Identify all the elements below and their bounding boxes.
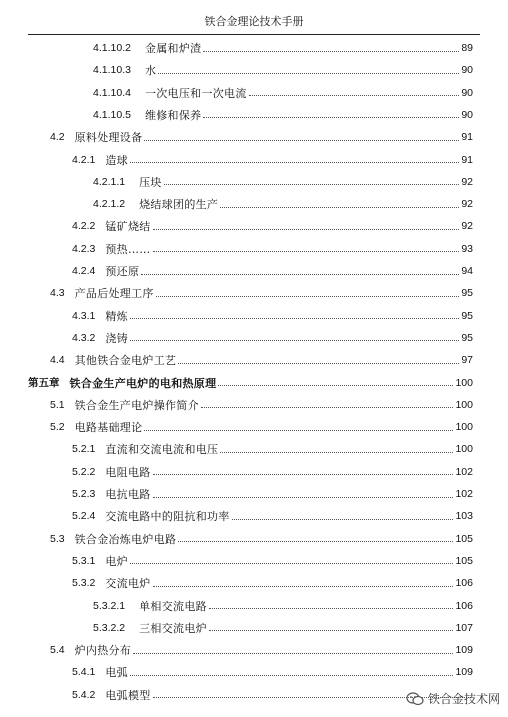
toc-entry-page: 100 <box>455 421 473 434</box>
toc-entry-number: 4.2.1.2 <box>93 198 126 211</box>
toc-entry-number: 4.2.4 <box>72 265 96 277</box>
toc-entry-title: 铁合金生产电炉操作简介 <box>74 398 199 412</box>
toc-entry-page: 100 <box>455 398 473 411</box>
toc-entry[interactable] <box>50 127 473 147</box>
toc-entry-title: 精炼 <box>105 309 128 323</box>
toc-entry-page: 100 <box>455 443 473 456</box>
toc-entry-number: 5.2.1 <box>72 443 96 456</box>
toc-entry-number: 4.2 <box>50 131 65 144</box>
toc-entry[interactable] <box>72 328 473 348</box>
dot-leader <box>178 363 459 364</box>
header-title: 铁合金理论技术手册 <box>204 15 304 28</box>
toc-entry-page: 95 <box>461 331 473 344</box>
toc-entry[interactable] <box>72 506 473 526</box>
toc-entry-page: 105 <box>455 554 473 567</box>
toc-entry[interactable] <box>28 373 473 393</box>
toc-entry-page: 106 <box>455 599 473 612</box>
toc-entry-title: 电弧 <box>105 666 128 680</box>
dot-leader <box>144 430 453 431</box>
toc-entry[interactable] <box>50 417 473 437</box>
toc-entry-number: 4.1.10.4 <box>93 86 131 99</box>
toc-entry-number: 4.1.10.2 <box>93 42 131 54</box>
toc-entry-number: 5.2.3 <box>72 488 96 500</box>
dot-leader <box>220 452 453 453</box>
toc-entry-title: 电抗电路 <box>105 488 151 501</box>
toc-entry-page: 95 <box>461 309 473 322</box>
dot-leader <box>232 519 454 520</box>
toc-entry-number: 5.3.2 <box>72 577 96 590</box>
wechat-icon <box>406 692 424 706</box>
toc-entry[interactable] <box>72 150 473 170</box>
toc-entry-number: 5.3.2.1 <box>93 599 126 612</box>
toc-entry-page: 106 <box>455 577 473 590</box>
toc-entry-page: 95 <box>461 287 473 300</box>
toc-entry-page: 92 <box>461 175 473 188</box>
toc-entry[interactable] <box>93 618 473 638</box>
toc-entry-number: 5.2 <box>50 421 65 434</box>
toc-entry-title: 烧结球团的生产 <box>139 198 219 212</box>
toc-entry-number: 4.2.1.1 <box>93 175 126 188</box>
toc-entry-title: 铁合金生产电炉的电和热原理 <box>69 376 217 390</box>
dot-leader <box>249 95 460 96</box>
toc-entry-title: 水 <box>144 64 157 78</box>
toc-entry-page: 90 <box>461 64 473 77</box>
page-header <box>28 12 480 35</box>
toc-entry-page: 102 <box>455 488 473 500</box>
toc-entry-page: 109 <box>455 644 473 657</box>
toc-entry-number: 5.4 <box>50 644 65 657</box>
toc-entry[interactable] <box>72 662 473 682</box>
dot-leader <box>218 385 453 386</box>
dot-leader <box>164 184 460 185</box>
toc-entry[interactable] <box>93 83 473 103</box>
toc-entry[interactable] <box>50 529 473 549</box>
dot-leader <box>130 162 459 163</box>
toc-entry-page: 92 <box>461 198 473 211</box>
toc-entry-title: 产品后处理工序 <box>74 287 154 301</box>
toc-entry-page: 94 <box>461 265 473 277</box>
toc-entry[interactable] <box>72 462 473 482</box>
dot-leader <box>158 73 459 74</box>
dot-leader <box>203 117 459 118</box>
toc-entry-number: 4.2.2 <box>72 220 96 233</box>
dot-leader <box>201 407 454 408</box>
toc-entry[interactable] <box>72 484 473 504</box>
toc-entry[interactable] <box>93 105 473 125</box>
toc-entry-number: 5.1 <box>50 398 65 411</box>
toc-entry-title: 炉内热分布 <box>74 644 132 658</box>
toc-entry-number: 4.4 <box>50 354 65 367</box>
toc-entry-title: 压块 <box>139 175 162 189</box>
dot-leader <box>130 563 454 564</box>
toc-entry-title: 电弧模型 <box>105 688 151 702</box>
toc-entry-page: 93 <box>461 242 473 255</box>
toc-entry-page: 92 <box>461 220 473 233</box>
toc-entry[interactable] <box>93 60 473 80</box>
toc-entry[interactable] <box>93 38 473 58</box>
toc-entry-title: 电炉 <box>105 554 128 568</box>
dot-leader <box>209 608 454 609</box>
toc-entry-page: 109 <box>455 666 473 679</box>
dot-leader <box>156 296 460 297</box>
toc-entry-title: 一次电压和一次电流 <box>144 86 247 100</box>
dot-leader <box>153 474 454 475</box>
toc-entry[interactable] <box>72 573 473 593</box>
dot-leader <box>130 340 459 341</box>
toc-entry-title: 浇铸 <box>105 331 128 345</box>
toc-entry-number: 4.3.1 <box>72 309 96 322</box>
toc-entry-page: 107 <box>455 621 473 634</box>
toc-entry[interactable] <box>72 306 473 326</box>
toc-entry-page: 89 <box>461 42 473 54</box>
toc-entry-number: 5.3.1 <box>72 554 96 567</box>
toc-entry-page: 102 <box>455 465 473 478</box>
toc-entry[interactable] <box>50 350 473 370</box>
toc-entry-title: 三相交流电炉 <box>139 621 207 635</box>
toc-entry-title: 预还原 <box>105 265 140 278</box>
toc-entry[interactable] <box>93 596 473 616</box>
dot-leader <box>141 274 459 275</box>
toc-entry[interactable] <box>72 439 473 459</box>
dot-leader <box>209 630 454 631</box>
toc-entry-page: 100 <box>455 376 473 389</box>
dot-leader <box>153 229 460 230</box>
toc-entry[interactable] <box>50 640 473 660</box>
toc-entry-title: 原料处理设备 <box>74 131 143 145</box>
dot-leader <box>153 586 454 587</box>
toc-entry-title: 锰矿烧结 <box>105 220 151 234</box>
toc-entry-number: 4.2.1 <box>72 153 96 166</box>
dot-leader <box>178 541 453 542</box>
toc-entry-number: 4.1.10.5 <box>93 108 131 121</box>
toc-entry-page: 105 <box>455 532 473 545</box>
toc-entry-number: 5.4.2 <box>72 688 96 701</box>
toc-entry-title: 交流电炉 <box>105 577 151 591</box>
dot-leader <box>133 653 453 654</box>
toc-entry-title: 其他铁合金电炉工艺 <box>74 354 177 368</box>
toc-entry-title: 电阻电路 <box>105 465 151 479</box>
toc-entry-title: 电路基础理论 <box>74 421 143 435</box>
toc-entry-number: 5.3 <box>50 532 65 545</box>
toc-entry-number: 4.3.2 <box>72 331 96 344</box>
toc-entry-title: 造球 <box>105 153 128 167</box>
dot-leader <box>130 318 459 319</box>
dot-leader <box>144 140 459 141</box>
dot-leader <box>153 251 460 252</box>
toc-entry-page: 90 <box>461 108 473 121</box>
toc-entry-page: 91 <box>461 131 473 144</box>
toc-entry[interactable] <box>72 216 473 236</box>
toc-entry-page: 103 <box>455 510 473 523</box>
toc-entry-number: 4.1.10.3 <box>93 64 131 77</box>
toc-entry-page: 97 <box>461 354 473 367</box>
toc-entry-number: 4.2.3 <box>72 242 96 255</box>
toc-entry-number: 5.3.2.2 <box>93 621 126 634</box>
toc-entry-title: 铁合金冶炼电炉电路 <box>74 532 177 546</box>
watermark-text: 铁合金技术网 <box>427 692 500 706</box>
toc-entry[interactable] <box>50 395 473 415</box>
dot-leader <box>153 497 454 498</box>
toc-entry-title: 金属和炉渣 <box>144 42 202 55</box>
toc-entry-number: 5.2.4 <box>72 510 96 523</box>
toc-entry[interactable] <box>50 283 473 303</box>
watermark <box>406 690 500 707</box>
toc-entry[interactable] <box>93 194 473 214</box>
toc-entry-title: 维修和保养 <box>144 108 202 122</box>
toc-entry[interactable] <box>72 261 473 281</box>
toc-entry-page: 90 <box>461 86 473 99</box>
toc-entry-page: 91 <box>461 153 473 166</box>
toc-entry-title: 直流和交流电流和电压 <box>105 443 219 457</box>
dot-leader <box>203 51 459 52</box>
toc-entry[interactable] <box>72 551 473 571</box>
toc-entry-title: 预热…… <box>105 242 151 256</box>
toc-entry-title: 交流电路中的阻抗和功率 <box>105 510 230 524</box>
toc-entry-number: 4.3 <box>50 287 65 300</box>
toc-entry-number: 5.2.2 <box>72 465 96 478</box>
toc-entry-title: 单相交流电路 <box>139 599 207 613</box>
dot-leader <box>220 207 459 208</box>
toc-entry[interactable] <box>72 239 473 259</box>
toc-entry[interactable] <box>93 172 473 192</box>
toc-entry-number: 第五章 <box>28 377 60 389</box>
toc-entry-number: 5.4.1 <box>72 666 96 679</box>
dot-leader <box>130 675 454 676</box>
